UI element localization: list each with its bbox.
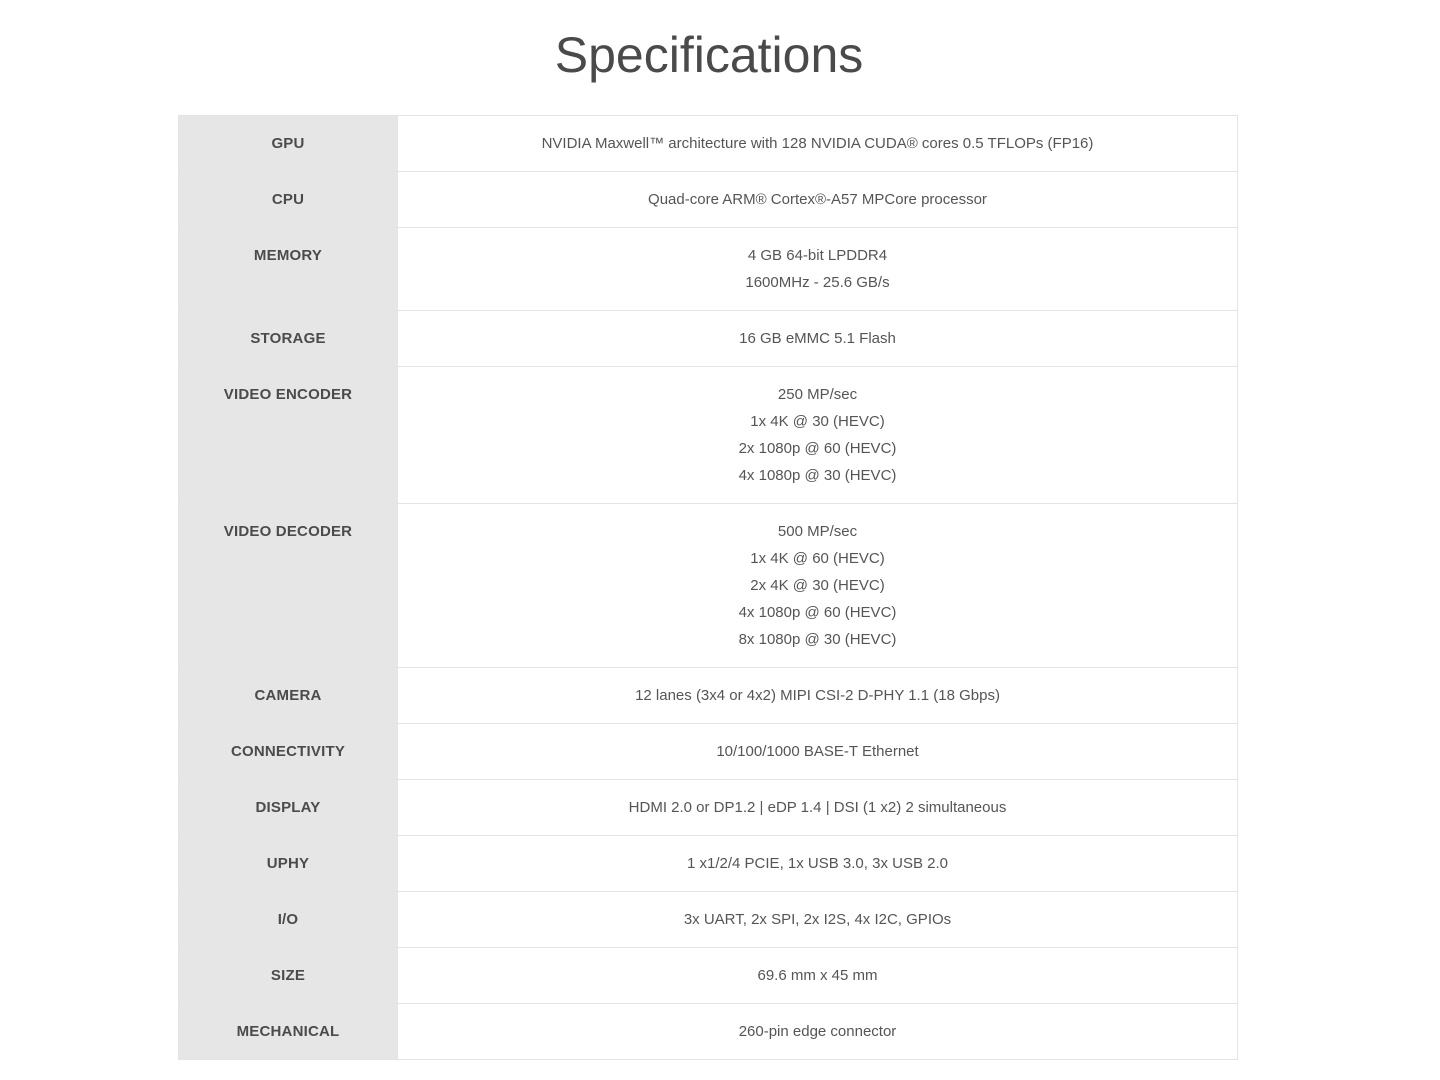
spec-value bbox=[398, 311, 1238, 367]
spec-value-line: 250 MP/sec bbox=[777, 386, 858, 403]
spec-row-display bbox=[179, 780, 1238, 836]
spec-row-cpu bbox=[179, 172, 1238, 228]
spec-label: CAMERA bbox=[179, 668, 398, 724]
spec-value-line: 260-pin edge connector bbox=[738, 1023, 897, 1040]
page-title: Specifications bbox=[554, 27, 864, 83]
spec-value-line: Quad-core ARM® Cortex®-A57 MPCore processor bbox=[648, 191, 987, 208]
spec-label: VIDEO ENCODER bbox=[179, 367, 398, 504]
spec-label: GPU bbox=[179, 116, 398, 172]
spec-value bbox=[398, 116, 1238, 172]
spec-value-line: 500 MP/sec bbox=[777, 523, 858, 540]
spec-value bbox=[398, 367, 1238, 504]
spec-row-size bbox=[179, 948, 1238, 1004]
spec-value bbox=[398, 172, 1238, 228]
spec-label: MECHANICAL bbox=[179, 1004, 398, 1060]
spec-label: UPHY bbox=[179, 836, 398, 892]
spec-value bbox=[398, 892, 1238, 948]
spec-label: DISPLAY bbox=[179, 780, 398, 836]
spec-row-storage bbox=[179, 311, 1238, 367]
spec-value-line: 1x 4K @ 30 (HEVC) bbox=[750, 413, 885, 430]
spec-value bbox=[398, 504, 1238, 668]
spec-label: SIZE bbox=[179, 948, 398, 1004]
spec-row-camera bbox=[179, 668, 1238, 724]
spec-value bbox=[398, 780, 1238, 836]
spec-row-gpu bbox=[179, 116, 1238, 172]
spec-value-line: 4x 1080p @ 60 (HEVC) bbox=[738, 604, 897, 621]
spec-value-line: 12 lanes (3x4 or 4x2) MIPI CSI-2 D-PHY 1.1 (18 Gbps) bbox=[635, 687, 1000, 704]
spec-value bbox=[398, 228, 1238, 311]
spec-value-line: 10/100/1000 BASE-T Ethernet bbox=[716, 743, 919, 760]
spec-value-line: 2x 1080p @ 60 (HEVC) bbox=[738, 440, 897, 457]
spec-value-line: 4 GB 64-bit LPDDR4 bbox=[747, 247, 888, 264]
spec-row-mechanical bbox=[179, 1004, 1238, 1060]
spec-value-line: 69.6 mm x 45 mm bbox=[757, 967, 878, 984]
spec-row-uphy bbox=[179, 836, 1238, 892]
spec-label: CONNECTIVITY bbox=[179, 724, 398, 780]
spec-label: CPU bbox=[179, 172, 398, 228]
spec-label: VIDEO DECODER bbox=[179, 504, 398, 668]
spec-value-line: 8x 1080p @ 30 (HEVC) bbox=[738, 631, 897, 648]
spec-value-line: NVIDIA Maxwell™ architecture with 128 NVIDIA CUDA® cores 0.5 TFLOPs (FP16) bbox=[541, 135, 1094, 152]
spec-value-line: 1x 4K @ 60 (HEVC) bbox=[750, 550, 885, 567]
spec-value-line: 1 x1/2/4 PCIE, 1x USB 3.0, 3x USB 2.0 bbox=[687, 855, 948, 872]
spec-row-memory bbox=[179, 228, 1238, 311]
spec-value-line: 4x 1080p @ 30 (HEVC) bbox=[738, 467, 897, 484]
spec-value bbox=[398, 948, 1238, 1004]
spec-value-line: HDMI 2.0 or DP1.2 | eDP 1.4 | DSI (1 x2) 2 simultaneous bbox=[628, 799, 1007, 816]
spec-value bbox=[398, 1004, 1238, 1060]
spec-row-video-encoder bbox=[179, 367, 1238, 504]
spec-row-connectivity bbox=[179, 724, 1238, 780]
spec-value bbox=[398, 668, 1238, 724]
spec-value bbox=[398, 836, 1238, 892]
specifications-table bbox=[178, 115, 1238, 1060]
spec-row-io bbox=[179, 892, 1238, 948]
spec-label: STORAGE bbox=[179, 311, 398, 367]
spec-value bbox=[398, 724, 1238, 780]
spec-label: I/O bbox=[179, 892, 398, 948]
spec-value-line: 1600MHz - 25.6 GB/s bbox=[745, 274, 890, 291]
spec-label: MEMORY bbox=[179, 228, 398, 311]
spec-row-video-decoder bbox=[179, 504, 1238, 668]
spec-value-line: 2x 4K @ 30 (HEVC) bbox=[750, 577, 885, 594]
spec-value-line: 16 GB eMMC 5.1 Flash bbox=[739, 330, 896, 347]
spec-value-line: 3x UART, 2x SPI, 2x I2S, 4x I2C, GPIOs bbox=[683, 911, 952, 928]
